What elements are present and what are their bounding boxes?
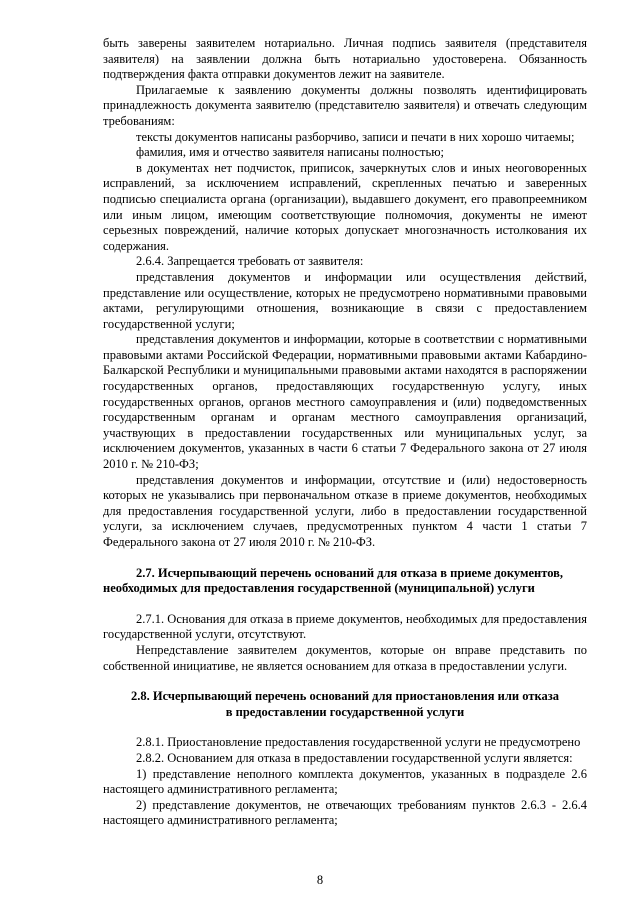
prohibition-item: представления документов и информации, которые в соответствии с нормативными правовыми актами Российской Федерации, нормативными правовыми актами Кабардино-Балкарской Республики и муниципальными правовыми актами находятся в распоряжении государственных органов, предоставляющих государственную услугу, иных государственных органов, органов местного самоуправления и (или) подведомственных государственным органам и органам местного самоуправления организаций, участвующих в предоставлении государственных или муниципальных услуг, за исключением документов, указанных в части 6 статьи 7 Федерального закона от 27 июля 2010 г. № 210-ФЗ; <box>103 332 587 472</box>
prohibition-item: представления документов и информации или осуществления действий, представление или осуществление, которых не предусмотрено нормативными правовыми актами, регулирующими отношения, возникающие в связи с предоставлением государственной услуги; <box>103 269 587 331</box>
clause-2-6-4: 2.6.4. Запрещается требовать от заявителя: <box>136 254 364 269</box>
section-heading-2-8-line2: в предоставлении государственной услуги <box>225 704 465 719</box>
requirement-item: фамилия, имя и отчество заявителя написаны полностью; <box>136 145 445 160</box>
spacer <box>103 674 587 689</box>
paragraph: быть заверены заявителем нотариально. Личная подпись заявителя (представителя заявителя) на заявлении должна быть нотариально удостоверена. Обязанность подтверждения факта отправки документов лежит на заявителе. <box>103 36 587 82</box>
clause-2-8-2: 2.8.2. Основанием для отказа в предоставлении государственной услуги является: <box>136 750 573 765</box>
clause-2-8-1: 2.8.1. Приостановление предоставления государственной услуги не предусмотрено <box>136 735 581 750</box>
requirement-item: в документах нет подчисток, приписок, зачеркнутых слов и иных неоговоренных исправлений, за исключением исправлений, скрепленных печатью и заверенных подписью специалиста органа (организации), выдавшего документ, его правопреемником или иным лицом, имеющим соответствующие полномочия, документы не имеют серьезных повреждений, наличие которых допускает многозначность истолкования их содержания. <box>103 160 587 253</box>
refusal-item: 1) представление неполного комплекта документов, указанных в подразделе 2.6 настоящего административного регламента; <box>103 766 587 797</box>
section-heading-2-8-line1: 2.8. Исчерпывающий перечень оснований для приостановления или отказа <box>131 689 559 704</box>
spacer <box>103 597 587 612</box>
refusal-item: 2) представление документов, не отвечающих требованиям пунктов 2.6.3 - 2.6.4 настоящего административного регламента; <box>103 797 587 828</box>
clause-2-7-1: 2.7.1. Основания для отказа в приеме документов, необходимых для предоставления государственной услуги, отсутствуют. <box>103 611 587 642</box>
spacer <box>103 551 587 566</box>
section-heading-2-7: 2.7. Исчерпывающий перечень оснований для отказа в приеме документов, необходимых для предоставления государственной (муниципальной) услуги <box>103 565 564 596</box>
prohibition-item: представления документов и информации, отсутствие и (или) недостоверность которых не указывались при первоначальном отказе в приеме документов, необходимых для предоставления государственной услуги, либо в предоставлении государственной услуги, за исключением случаев, предусмотренных пунктом 4 части 1 статьи 7 Федерального закона от 27 июля 2010 г. № 210-ФЗ. <box>103 472 587 549</box>
document-body <box>103 36 587 829</box>
requirement-item: тексты документов написаны разборчиво, записи и печати в них хорошо читаемы; <box>136 129 575 144</box>
paragraph: Непредставление заявителем документов, которые он вправе представить по собственной инициативе, не является основанием для отказа в предоставлении услуги. <box>103 642 587 673</box>
page-number: 8 <box>316 873 324 887</box>
paragraph: Прилагаемые к заявлению документы должны позволять идентифицировать принадлежность документа заявителю (представителю заявителя) и отвечать следующим требованиям: <box>103 82 587 128</box>
spacer <box>103 720 587 735</box>
